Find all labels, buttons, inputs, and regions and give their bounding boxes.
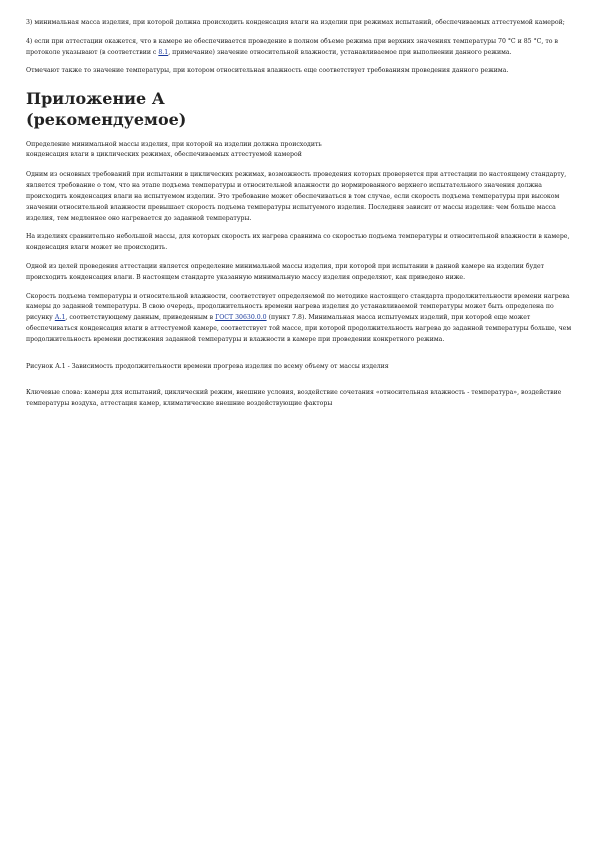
- para4-text-mid: , соответствующему данным, приведенным в: [65, 314, 216, 322]
- appendix-paragraph-3: Одной из целей проведения аттестации является определение минимальной массы изделия, при которой при испытании в данной камере на изделии будет происходить конденсация влаги. В настоящем стандарте указанную минимальную массу изделия определяют, как приведено ниже.: [26, 262, 545, 281]
- appendix-paragraph-1: Одним из основных требований при испытании в циклических режимах, возможность проведения которых проверяется при аттестации по настоящему стандарту, является требование о том, что на этапе подъема температуры и относительной влажности до нормированного верхнего испытательного значения должна происходить конденсация влаги на испытуемом изделии. Это требование может обеспечиваться в том случае, если скорость подъема температуры при высоком значении относительной влажности превышает скорость подъема температуры испытуемого изделия. Последняя зависит от массы изделия: чем больше масса изделия, тем медленнее оно нагревается до заданной температуры.: [26, 171, 567, 222]
- figure-a1-link[interactable]: А.1: [54, 314, 66, 322]
- list-item-3: 3) минимальная масса изделия, при которой должна происходить конденсация влаги на изделии при режимах испытаний, обеспечиваемых аттестуемой камерой;: [26, 19, 565, 26]
- para4-text-end: (пункт 7.8). Минимальная масса испытуемых изделий, при которой еще может обеспечиваться конденсация влаги в аттестуемой камере, соответствует той массе, при которой продолжительность нагрева до заданной температуры больше, чем продолжительность времени достижения заданной температуры и влажности в камере при проведении конкретного режима.: [26, 314, 572, 343]
- para4-text-start: Скорость подъема температуры и относительной влажности, соответствует определяемой по методике настоящего стандарта продолжительности времени нагрева камеры до заданной температуры. В свою очередь, продолжительность времени нагрева изделия до устанавливаемой температуры может быть определена по рисунку: [26, 292, 570, 322]
- appendix-paragraph-2: На изделиях сравнительно небольшой массы, для которых скорость их нагрева сравнима со скоростью подъема температуры и относительной влажности в камере, конденсация влаги может не происходить.: [26, 233, 570, 252]
- appendix-subtitle-line2: конденсация влаги в циклических режимах, обеспечиваемых аттестуемой камерой: [26, 150, 302, 158]
- appendix-subtitle: [26, 140, 573, 159]
- appendix-title: [26, 88, 573, 130]
- item4-text-start: 4) если при аттестации окажется, что в камере не обеспечивается проведение в полном объеме режима при верхних значениях температуры 70 °С и 85 °С, то в протоколе указывают (в соответствии с: [26, 37, 558, 56]
- item4-text-end: , примечание) значение относительной влажности, устанавливаемое при выполнении данного режима.: [168, 48, 512, 56]
- appendix-title-line2: (рекомендуемое): [26, 110, 187, 130]
- appendix-title-line1: Приложение А: [26, 89, 165, 109]
- figure-caption: Рисунок А.1 - Зависимость продолжительности времени прогрева изделия по всему объему от массы изделия: [26, 362, 389, 370]
- keywords: Ключевые слова: камеры для испытаний, циклический режим, внешние условия, воздействие сочетания «относительная влажность - температура», воздействие температуры воздуха, аттестация камер, климатические внешние воздействующие факторы: [26, 389, 562, 408]
- section-8-1-link[interactable]: 8.1: [158, 48, 169, 56]
- gost-link[interactable]: ГОСТ 30630.0.0: [215, 314, 267, 322]
- list-item-4: [26, 37, 573, 59]
- appendix-subtitle-line1: Определение минимальной массы изделия, при которой на изделии должна происходить: [26, 141, 322, 149]
- note-paragraph: Отмечают также то значение температуры, при котором относительная влажность еще соответствует требованиям проведения данного режима.: [26, 67, 509, 75]
- appendix-paragraph-4: [26, 292, 573, 346]
